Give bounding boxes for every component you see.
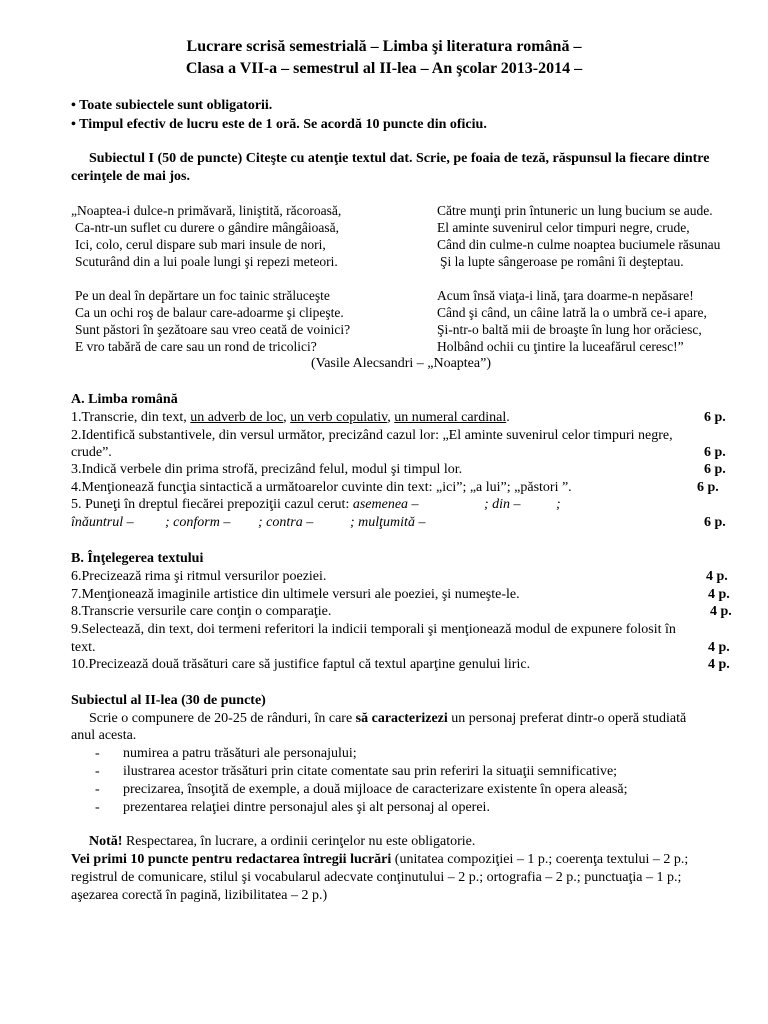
subject2-heading: Subiectul al II-lea (30 de puncte) [71, 693, 266, 708]
question-10: 10.Precizează două trăsături care să justifice faptul că textul aparţine genului liric. [71, 657, 531, 672]
requirement-item: numirea a patru trăsături ale personajului; [123, 746, 357, 761]
poem-line: Ici, colo, cerul dispare sub mari insule de nori, [75, 237, 326, 252]
poem-line: El aminte suvenirul celor timpuri negre, crude, [437, 220, 690, 235]
title-line-1: Lucrare scrisă semestrială – Limba şi literatura română – [186, 38, 582, 55]
question-1: 1.Transcrie, din text, un adverb de loc, un verb copulativ, un numeral cardinal. [71, 410, 510, 425]
poem-line: Ca un ochi roş de balaur care-adoarme şi clipeşte. [75, 305, 344, 320]
points-label: 4 p. [708, 587, 730, 602]
points-label: 6 p. [704, 445, 726, 460]
question-7: 7.Menţionează imaginile artistice din ultimele versuri ale poeziei, şi numeşte-le. [71, 587, 520, 602]
subject1-instruction: Subiectul I (50 de puncte) Citeşte cu atenţie textul dat. Scrie, pe foaia de teză, răspunsul la fiecare dintre [89, 151, 710, 166]
intro-item-2: • Timpul efectiv de lucru este de 1 oră. Se acordă 10 puncte din oficiu. [71, 117, 487, 132]
bonus-points-line-2: registrul de comunicare, stilul şi vocabularul adecvate conţinutului – 2 p.; ortografia – 2 p.; punctuaţia – 1 p.; [71, 870, 682, 885]
poem-line: Când şi când, un câine latră la o umbră ce-i apare, [437, 305, 707, 320]
poem-line: Către munţi prin întuneric un lung bucium se aude. [437, 203, 713, 218]
bonus-points-line-1: Vei primi 10 puncte pentru redactarea întregii lucrări (unitatea compoziţiei – 1 p.; coerenţa textului – 2 p.; [71, 852, 689, 867]
question-9-cont: text. [71, 640, 96, 655]
question-2: 2.Identifică substantivele, din versul următor, precizând cazul lor: „El aminte suvenirul celor timpuri negre, [71, 428, 673, 443]
poem-attribution: (Vasile Alecsandri – „Noaptea”) [311, 356, 491, 371]
question-5-word: ; din – [484, 497, 521, 512]
section-b-heading: B. Înţelegerea textului [71, 551, 204, 566]
points-label: 4 p. [708, 640, 730, 655]
poem-line: Ca-ntr-un suflet cu durere o gândire mângâioasă, [75, 220, 340, 235]
poem-line: Pe un deal în depărtare un foc tainic străluceşte [75, 288, 330, 303]
note-line: Notă! Respectarea, în lucrare, a ordinii cerinţelor nu este obligatorie. [89, 834, 476, 849]
subject2-instruction: Scrie o compunere de 20-25 de rânduri, în care să caracterizezi un personaj preferat dintr-o operă studiată [89, 711, 687, 726]
requirement-dash: - [95, 764, 100, 779]
requirement-dash: - [95, 800, 100, 815]
requirement-dash: - [95, 746, 100, 761]
points-label: 6 p. [697, 480, 719, 495]
poem-line: „Noaptea-i dulce-n primăvară, liniştită, răcoroasă, [71, 203, 342, 218]
question-2-cont: crude”. [71, 445, 112, 460]
points-label: 4 p. [710, 604, 732, 619]
poem-line: Scuturând din a lui poale lungi şi repezi meteori. [75, 254, 338, 269]
question-6: 6.Precizează rima şi ritmul versurilor poeziei. [71, 569, 327, 584]
bullet-icon: • [71, 117, 76, 132]
points-label: 6 p. [704, 462, 726, 477]
points-label: 6 p. [704, 410, 726, 425]
question-9: 9.Selectează, din text, doi termeni referitori la indicii temporali şi menţionează modul de expunere folosit în [71, 622, 676, 637]
poem-line: Şi la lupte sângeroase pe români îi deşteptau. [440, 254, 684, 269]
question-4: 4.Menţionează funcţia sintactică a următoarelor cuvinte din text: „ici”; „a lui”; „păstori ”. [71, 480, 572, 495]
question-5-word: ; [556, 497, 561, 512]
bonus-points-line-3: aşezarea corectă în pagină, lizibilitatea – 2 p.) [71, 888, 328, 903]
question-3: 3.Indică verbele din prima strofă, precizând felul, modul şi timpul lor. [71, 462, 463, 477]
intro-item-1: • Toate subiectele sunt obligatorii. [71, 98, 273, 113]
title-line-2: Clasa a VII-a – semestrul al II-lea – An şcolar 2013-2014 – [185, 60, 583, 77]
bullet-icon: • [71, 98, 76, 113]
poem-line: Când din culme-n culme noaptea buciumele răsunau [437, 237, 721, 252]
poem-line: Acum însă viaţa-i lină, ţara doarme-n nepăsare! [437, 288, 694, 303]
poem-line: E vro tabără de care sau un rond de tricolici? [75, 339, 317, 354]
question-8: 8.Transcrie versurile care conţin o comparaţie. [71, 604, 332, 619]
question-5-word: ; mulţumită – [350, 515, 426, 530]
poem-line: Holbând ochii cu ţintire la luceafărul ceresc!” [437, 339, 684, 354]
requirement-dash: - [95, 782, 100, 797]
subject2-instruction-cont: anul acesta. [71, 728, 137, 743]
question-5: 5. Puneţi în dreptul fiecărei prepoziţii cazul cerut: asemenea – [71, 497, 419, 512]
requirement-item: prezentarea relaţiei dintre personajul ales şi alt personaj al operei. [123, 800, 490, 815]
poem-line: Şi-ntr-o baltă mii de broaşte în lung hor orăciesc, [437, 322, 702, 337]
question-5-word: ; conform – [165, 515, 231, 530]
requirement-item: ilustrarea acestor trăsături prin citate comentate sau prin referiri la situaţii semnificative; [123, 764, 618, 779]
question-5-word: înăuntrul – [71, 515, 134, 530]
question-5-word: ; contra – [258, 515, 314, 530]
points-label: 4 p. [708, 657, 730, 672]
requirement-item: precizarea, însoţită de exemple, a două mijloace de caracterizare existente în opera aleasă; [123, 782, 628, 797]
section-a-heading: A. Limba română [71, 392, 178, 407]
points-label: 4 p. [706, 569, 728, 584]
poem-line: Sunt păstori în şezătoare sau vreo ceată de voinici? [75, 322, 351, 337]
subject1-instruction-cont: cerinţele de mai jos. [71, 169, 190, 184]
points-label: 6 p. [704, 515, 726, 530]
